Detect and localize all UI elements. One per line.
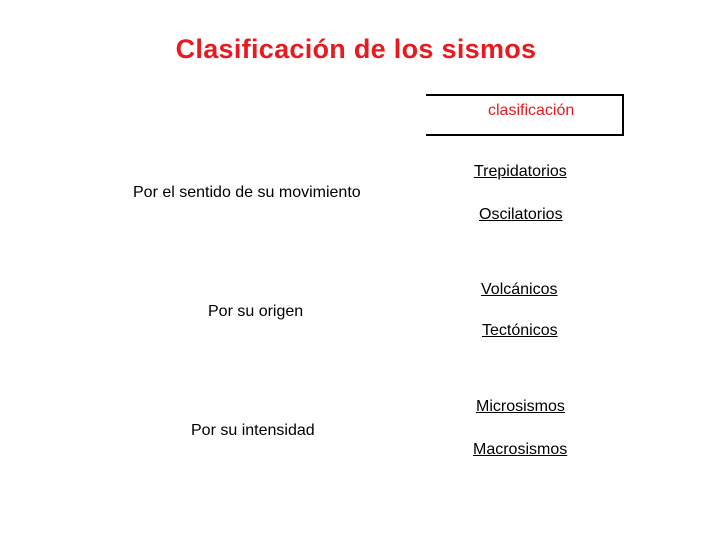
page-title: Clasificación de los sismos [175,34,537,64]
type-oscilatorios: Oscilatorios [479,206,563,223]
type-tectonicos: Tectónicos [482,322,558,339]
type-trepidatorios: Trepidatorios [474,163,567,180]
type-microsismos: Microsismos [476,398,565,415]
type-macrosismos: Macrosismos [473,441,568,458]
criterion-intensity: Por su intensidad [191,422,315,439]
classification-box-label: clasificación [488,102,575,119]
criterion-movement: Por el sentido de su movimiento [133,184,361,201]
criterion-origin: Por su origen [208,303,304,320]
type-volcanicos: Volcánicos [481,281,558,298]
